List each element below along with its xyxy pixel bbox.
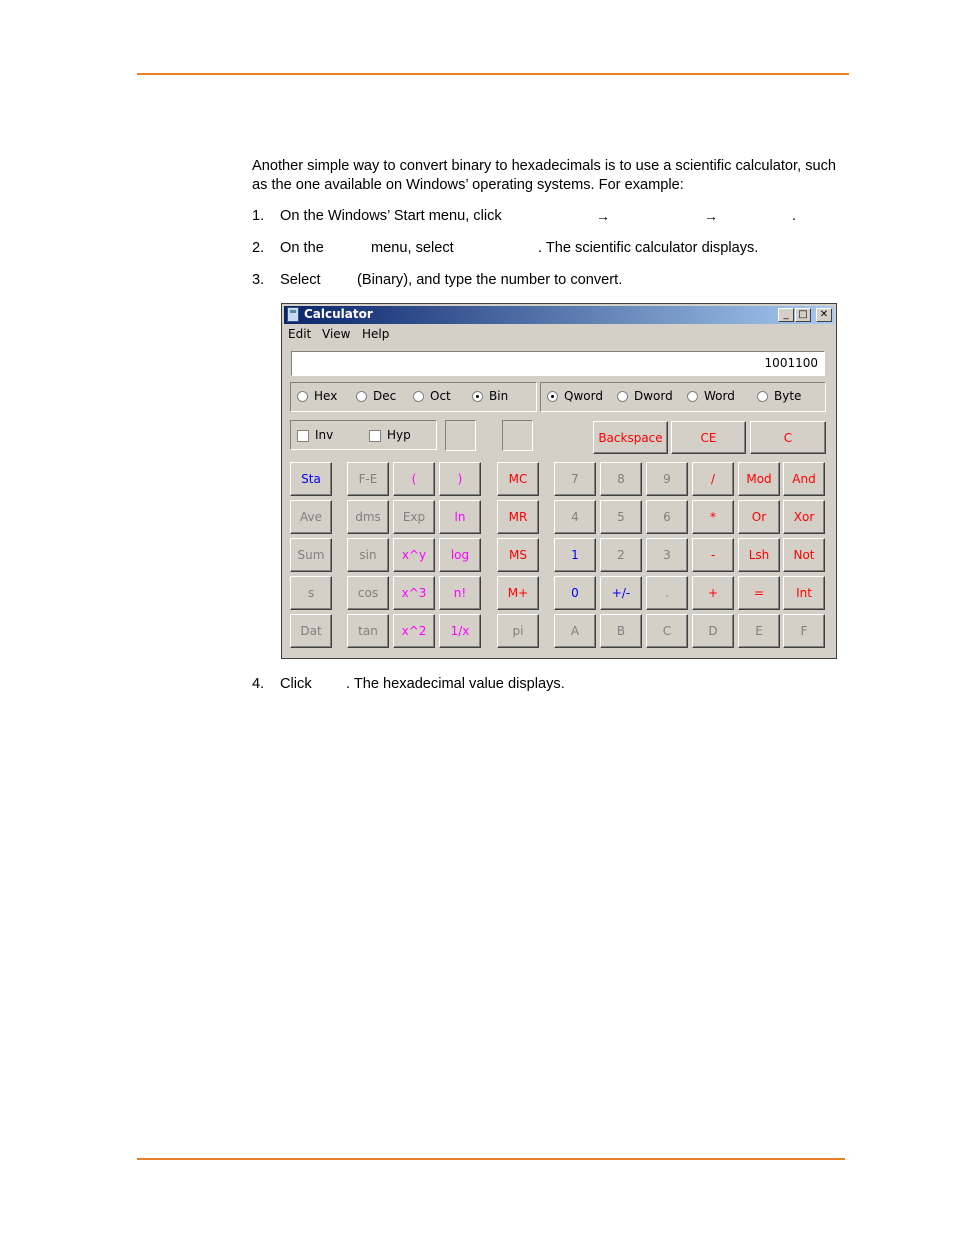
window-title: Calculator: [304, 307, 373, 321]
step-text: . The hexadecimal value displays.: [346, 676, 565, 692]
calc-key[interactable]: log: [439, 538, 481, 572]
calc-key[interactable]: F-E: [347, 462, 389, 496]
calc-key[interactable]: Xor: [783, 500, 825, 534]
calc-key[interactable]: Int: [783, 576, 825, 610]
backspace-button[interactable]: Backspace: [593, 421, 668, 454]
radio-indicator: [297, 391, 308, 402]
calc-key[interactable]: cos: [347, 576, 389, 610]
clear-entry-button[interactable]: CE: [671, 421, 746, 454]
calc-key[interactable]: 5: [600, 500, 642, 534]
calculator-icon: [287, 307, 299, 322]
calc-key[interactable]: Or: [738, 500, 780, 534]
calc-key[interactable]: n!: [439, 576, 481, 610]
memory-indicator: [502, 420, 533, 451]
calculator-display[interactable]: 1001100: [291, 351, 825, 376]
calc-key[interactable]: -: [692, 538, 734, 572]
calc-key[interactable]: 8: [600, 462, 642, 496]
calc-key[interactable]: A: [554, 614, 596, 648]
menu-help[interactable]: Help: [362, 327, 390, 341]
calc-key[interactable]: +/-: [600, 576, 642, 610]
radio-indicator: [356, 391, 367, 402]
radio-label: Dword: [634, 389, 673, 403]
calculator-window: [281, 303, 837, 659]
arrow-icon: →: [596, 208, 610, 224]
calc-key[interactable]: pi: [497, 614, 539, 648]
calc-key[interactable]: *: [692, 500, 734, 534]
calc-key[interactable]: tan: [347, 614, 389, 648]
calc-key[interactable]: MR: [497, 500, 539, 534]
maximize-button[interactable]: □: [795, 308, 811, 322]
calc-key[interactable]: 7: [554, 462, 596, 496]
checkbox-box: [297, 430, 309, 442]
calc-key[interactable]: Mod: [738, 462, 780, 496]
close-button[interactable]: ✕: [816, 308, 832, 322]
intro-paragraph: Another simple way to convert binary to hexadecimals is to use a scientific calculator, such as the one available on Windows’ operating systems. For example:: [252, 158, 837, 193]
clear-button[interactable]: C: [750, 421, 826, 454]
calc-key[interactable]: Lsh: [738, 538, 780, 572]
radio-label: Byte: [774, 389, 802, 403]
calc-key[interactable]: Not: [783, 538, 825, 572]
calc-key[interactable]: D: [692, 614, 734, 648]
checkbox-label: Hyp: [387, 428, 411, 442]
calc-key[interactable]: s: [290, 576, 332, 610]
radio-indicator: [413, 391, 424, 402]
step-text: On the Windows’ Start menu, click: [280, 208, 502, 224]
calc-key[interactable]: .: [646, 576, 688, 610]
radio-indicator: [687, 391, 698, 402]
calc-key[interactable]: Exp: [393, 500, 435, 534]
word-size-group: [540, 382, 826, 412]
radio-indicator: [757, 391, 768, 402]
radio-label: Hex: [314, 389, 338, 403]
calc-key[interactable]: F: [783, 614, 825, 648]
calc-key[interactable]: MS: [497, 538, 539, 572]
calc-key[interactable]: Sta: [290, 462, 332, 496]
step-text: Select: [280, 272, 321, 288]
title-bar: [284, 306, 834, 324]
radio-label: Word: [704, 389, 735, 403]
calc-key[interactable]: 0: [554, 576, 596, 610]
step-text: (Binary), and type the number to convert.: [357, 272, 623, 288]
radio-label: Oct: [430, 389, 451, 403]
calc-key[interactable]: x^y: [393, 538, 435, 572]
calc-key[interactable]: =: [738, 576, 780, 610]
calc-key[interactable]: dms: [347, 500, 389, 534]
calc-key[interactable]: ): [439, 462, 481, 496]
checkbox-box: [369, 430, 381, 442]
radio-indicator-selected: [547, 391, 558, 402]
calc-key[interactable]: Sum: [290, 538, 332, 572]
calc-key[interactable]: M+: [497, 576, 539, 610]
radio-label: Qword: [564, 389, 603, 403]
calc-key[interactable]: 4: [554, 500, 596, 534]
radio-indicator-selected: [472, 391, 483, 402]
calc-key[interactable]: Ave: [290, 500, 332, 534]
radio-label: Bin: [489, 389, 509, 403]
step-text: menu, select: [371, 240, 454, 256]
calc-key[interactable]: 1: [554, 538, 596, 572]
minimize-button[interactable]: _: [778, 308, 794, 322]
menu-view[interactable]: View: [322, 327, 351, 341]
calc-key[interactable]: 3: [646, 538, 688, 572]
base-mode-group: [290, 382, 537, 412]
bottom-rule: [137, 1158, 845, 1160]
calc-key[interactable]: 1/x: [439, 614, 481, 648]
calc-key[interactable]: x^2: [393, 614, 435, 648]
step-number: 4.: [252, 676, 265, 692]
menu-edit[interactable]: Edit: [288, 327, 312, 341]
calc-key[interactable]: (: [393, 462, 435, 496]
calc-key[interactable]: sin: [347, 538, 389, 572]
parenthesis-indicator: [445, 420, 476, 451]
step-text: .: [792, 208, 797, 224]
calc-key[interactable]: 2: [600, 538, 642, 572]
calc-key[interactable]: Dat: [290, 614, 332, 648]
radio-indicator: [617, 391, 628, 402]
top-rule: [137, 73, 849, 75]
calc-key[interactable]: C: [646, 614, 688, 648]
calc-key[interactable]: And: [783, 462, 825, 496]
step-text: On the: [280, 240, 324, 256]
step-number: 2.: [252, 240, 265, 256]
calc-key[interactable]: 6: [646, 500, 688, 534]
checkbox-label: Inv: [315, 428, 334, 442]
step-number: 1.: [252, 208, 265, 224]
inv-hyp-group: [290, 420, 437, 450]
calc-key[interactable]: +: [692, 576, 734, 610]
radio-label: Dec: [373, 389, 397, 403]
step-number: 3.: [252, 272, 265, 288]
step-text: . The scientific calculator displays.: [538, 240, 759, 256]
calc-key[interactable]: B: [600, 614, 642, 648]
calc-key[interactable]: MC: [497, 462, 539, 496]
arrow-icon: →: [704, 208, 718, 224]
calc-key[interactable]: x^3: [393, 576, 435, 610]
calc-key[interactable]: 9: [646, 462, 688, 496]
calc-key[interactable]: E: [738, 614, 780, 648]
calc-key[interactable]: ln: [439, 500, 481, 534]
step-text: Click: [280, 676, 312, 692]
calc-key[interactable]: /: [692, 462, 734, 496]
